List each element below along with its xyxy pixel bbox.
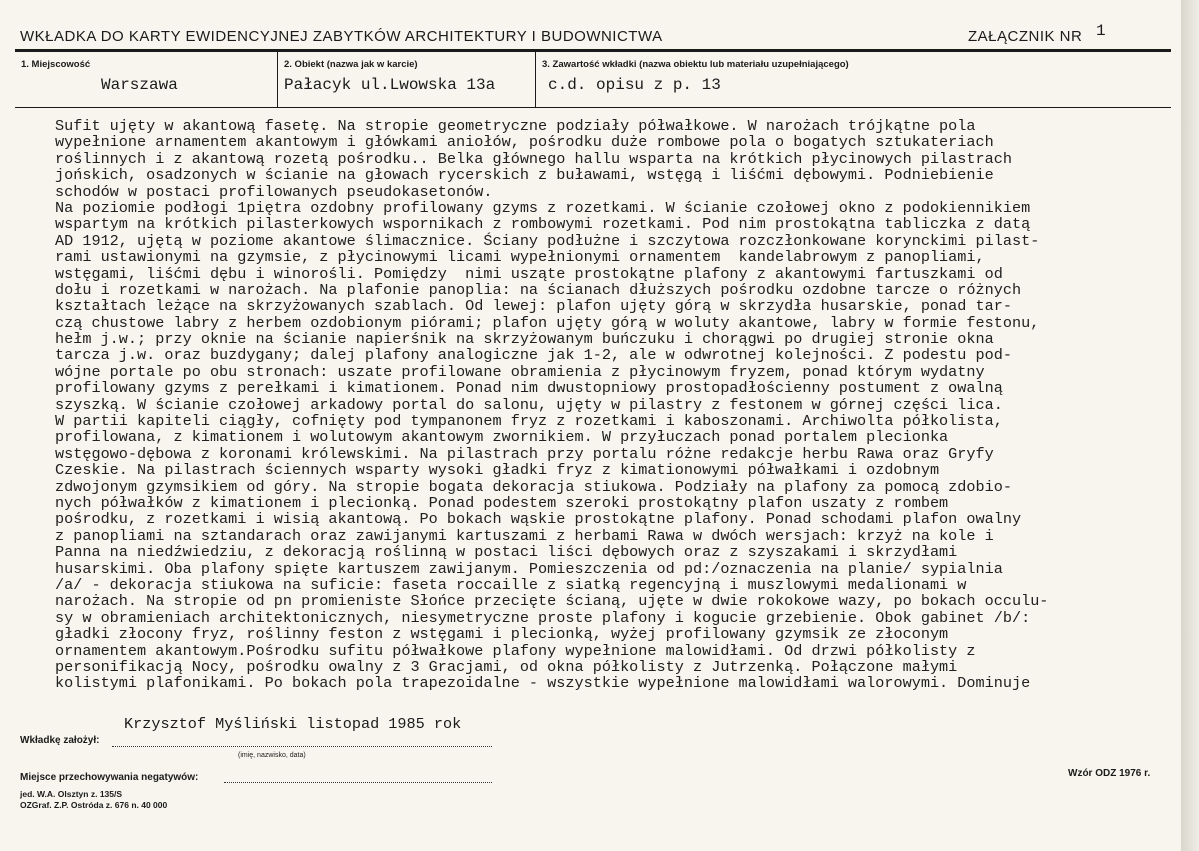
attachment-number: 1 <box>1096 22 1106 40</box>
description-line: hełm j.w.; przy oknie na ścianie napierśnik na skrzyżowanym buńczuku i chorągwi po drugiej stronie okna <box>55 330 994 349</box>
description-line: wspartym na krótkich pilasterkowych wspornikach z rombowymi rozetkami. Pod nim prostokątna tabliczka z datą <box>55 215 1031 234</box>
description-line: nych półwałków z kimationem i plecionką. Ponad podestem szeroki prostokątny plafon uszaty z rombem <box>55 493 949 512</box>
description-line: profilowana, z kimationem i wolutowym akantowym zwornikiem. W przyłuczach ponad portalem plecionka <box>55 428 949 447</box>
description-line: /a/ - dekoracja stiukowa na suficie: faseta roccaille z siatką regencyjną i muszlowymi medalionami w <box>55 575 967 594</box>
description-line: rami ustawionymi na gzymsie, z płycinowymi licami wypełnionymi ornamentem kandelabrowym z panopliami, <box>55 248 985 267</box>
description-line: ornamentem akantowym.Pośrodku sufitu półwałkowe plafony wypełnione malowidłami. Od drzwi półkolisty z <box>55 641 976 660</box>
description-line: personifikacją Nocy, pośrodku owalny z 3 Gracjami, od okna półkolisty z Jutrzenką. Połączone małymi <box>55 657 958 676</box>
object-value: Pałacyk ul.Lwowska 13a <box>284 76 496 94</box>
description-line: Panna na niedźwiedziu, z dekoracją roślinną w postaci liści dębowych oraz z szyszakami i skrzydłami <box>55 543 958 562</box>
description-line: pośrodku, z rozetkami i wisią akantową. Po bokach wąskie prostokątne plafony. Ponad schodami plafon owalny <box>55 510 1022 529</box>
description-line: szyszką. W ścianie czołowej arkadowy portal do salonu, ujęty w pilastry z festonem w górnej części lica. <box>55 395 1003 414</box>
description-line: kształtach leżące na skrzyżowanych szablach. Od lewej: plafon ujęty górą w skrzydła husarskie, ponad tar- <box>55 297 1012 316</box>
description-line: narożach. Na stropie od pn promieniste Słońce przecięte ścianą, ujęte w dwie rokokowe wazy, po bokach occulu- <box>55 592 1049 611</box>
object-label: 2. Obiekt (nazwa jak w karcie) <box>284 59 418 70</box>
card-edge <box>1181 0 1199 851</box>
description-text <box>55 118 1175 692</box>
locality-label: 1. Miejscowość <box>21 59 91 70</box>
description-line: sy w obramieniach architektonicznych, niesymetryczne proste plafony i kogucie grzebienie. Obok gabinet /b/: <box>55 608 1031 627</box>
printer-line-2: OZGraf. Z.P. Ostróda z. 676 n. 40 000 <box>20 800 168 810</box>
description-line: W partii kapiteli ciągły, cofnięty pod tympanonem fryz z rozetkami i kaboszonami. Archiwolta półkolista, <box>55 412 1003 431</box>
description-line: wstęgami, liśćmi dębu i winorośli. Pomiędzy nimi usząte prostokątne plafony z akantowymi fartuszkami od <box>55 264 1003 283</box>
field-contents <box>535 52 1172 107</box>
description-line: gładki złocony fryz, roślinny feston z wstęgami i plecionką, wyżej profilowany gzymsik ze złoconym <box>55 625 949 644</box>
description-line: schodów w postaci profilowanych pseudokasetonów. <box>55 182 493 201</box>
description-line: roślinnych i z akantową rozetą pośrodku.. Belka głównego hallu wsparta na krótkich płycinowych pilastrach <box>55 149 1012 168</box>
contents-value: c.d. opisu z p. 13 <box>548 76 721 94</box>
prepared-by-label: Wkładkę założył: <box>20 735 100 746</box>
negatives-label: Miejsce przechowywania negatywów: <box>20 772 199 783</box>
field-object <box>277 52 536 107</box>
description-line: husarskimi. Oba plafony spięte kartuszem zawijanym. Pomieszczenia od pd:/oznaczenia na planie/ sypialnia <box>55 559 1003 578</box>
description-line: wójne portale po obu stronach: uszate profilowane obramienia z płycinowym fryzem, ponad którym wydatny <box>55 362 985 381</box>
printer-line-1: jed. W.A. Olsztyn z. 135/S <box>20 789 123 799</box>
description-line: z panopliami na sztandarach oraz zawijanymi kartuszami z herbami Rawa w dwóch wersjach: krzyż na kole i <box>55 526 994 545</box>
description-line: Czeskie. Na pilastrach ściennych wsparty wysoki gładki fryz z kimationowymi półwałkami i ozdobnym <box>55 461 940 480</box>
description-line: Na poziomie podłogi 1piętra ozdobny profilowany gzyms z rozetkami. W ścianie czołowej okno z podokiennikiem <box>55 198 1031 217</box>
card-title: WKŁADKA DO KARTY EWIDENCYJNEJ ZABYTKÓW ARCHITEKTURY I BUDOWNICTWA <box>20 28 663 45</box>
form-model: Wzór ODZ 1976 r. <box>1068 768 1151 779</box>
description-line: zdwojonym gzymsikiem od góry. Na stropie bogata dekoracja stiukowa. Podziały na plafony za pomocą zdobio- <box>55 477 1012 496</box>
description-line: kolistymi plafonikami. Po bokach pola trapezoidalne - wszystkie wypełnione malowidłami walorowymi. Dominuje <box>55 674 1031 693</box>
contents-label: 3. Zawartość wkładki (nazwa obiektu lub materiału uzupełniającego) <box>542 59 849 70</box>
description-line: wstęgowo-dębowa z koronami królewskimi. Na pilastrach przy portalu różne redakcje herbu Rawa oraz Gryfy <box>55 444 994 463</box>
description-line: dołu i rozetkami w narożach. Na plafonie panoplia: na ścianach dłuższych pośrodku ozdobne tarcze o różnych <box>55 280 1022 299</box>
description-line: wypełnione arnamentem akantowym i główkami aniołów, pośrodku duże rombowe pola o bogatych sztukateriach <box>55 133 994 152</box>
prepared-by-line <box>112 746 492 747</box>
description-line: tarcza j.w. oraz buzdygany; dalej plafony analogiczne jak 1-2, ale w odwrotnej kolejności. Z podestu pod- <box>55 346 1012 365</box>
negatives-line <box>224 782 492 783</box>
description-line: czą chustowe labry z herbem ozdobionym piórami; plafon ujęty górą w woluty akantowe, labry w formie festonu, <box>55 313 1040 332</box>
author-line: Krzysztof Myśliński listopad 1985 rok <box>124 715 462 733</box>
attachment-label: ZAŁĄCZNIK NR <box>968 28 1083 45</box>
description-line: AD 1912, ujętą w poziome akantowe ślimacznice. Ściany podłużne i szczytowa rozczłonkowane korynckimi pilast- <box>55 231 1040 250</box>
description-line: jońskich, osadzonych w ścianie na głowach rycerskich z buławami, wstęgą i liśćmi dębowymi. Podniebienie <box>55 166 994 185</box>
field-locality <box>15 52 277 107</box>
description-line: profilowany gzyms z perełkami i kimationem. Ponad nim dwustopniowy prostopadłościenny postument z owalną <box>55 379 1003 398</box>
description-line: Sufit ujęty w akantową fasetę. Na stropie geometryczne podziały półwałkowe. W narożach trójkątne pola <box>55 117 976 135</box>
prepared-by-hint: (imię, nazwisko, data) <box>238 752 306 759</box>
fields-row <box>15 52 1171 108</box>
locality-value: Warszawa <box>101 76 178 94</box>
